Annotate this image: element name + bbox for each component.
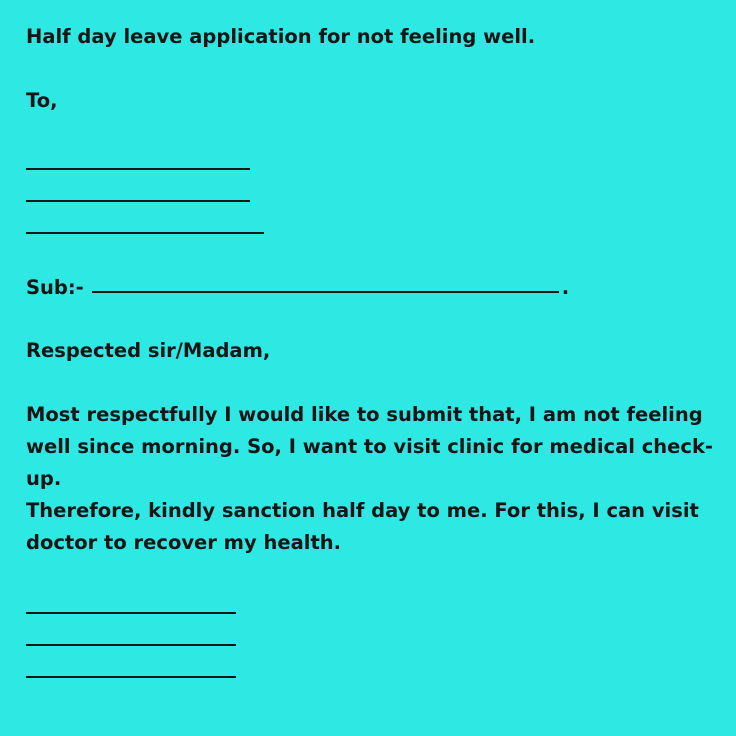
addressee-line <box>26 149 710 181</box>
fill-in-blank <box>26 200 250 202</box>
fill-in-blank <box>26 612 236 614</box>
greeting: Respected sir/Madam, <box>26 339 271 362</box>
letter-body <box>26 399 716 559</box>
addressee-line <box>26 181 710 213</box>
addressee-line <box>26 213 710 245</box>
body-paragraph: Therefore, kindly sanction half day to me. For this, I can visit doctor to recover my health. <box>26 499 699 554</box>
recipient-heading: To, <box>26 89 58 112</box>
addressee-blanks <box>26 149 710 245</box>
subject-blank <box>92 291 559 293</box>
subject-prefix: Sub:- <box>26 276 84 299</box>
letter-title: Half day leave application for not feeling well. <box>26 25 536 48</box>
signature-line <box>26 593 710 625</box>
subject-suffix: . <box>561 276 570 299</box>
body-paragraph: Most respectfully I would like to submit that, I am not feeling well since morning. So, I want to visit clinic for medical check-up. <box>26 403 714 490</box>
signature-blanks <box>26 593 710 689</box>
signature-line <box>26 625 710 657</box>
fill-in-blank <box>26 168 250 170</box>
subject-line <box>26 272 710 304</box>
fill-in-blank <box>26 676 236 678</box>
signature-line <box>26 657 710 689</box>
fill-in-blank <box>26 232 264 234</box>
fill-in-blank <box>26 644 236 646</box>
